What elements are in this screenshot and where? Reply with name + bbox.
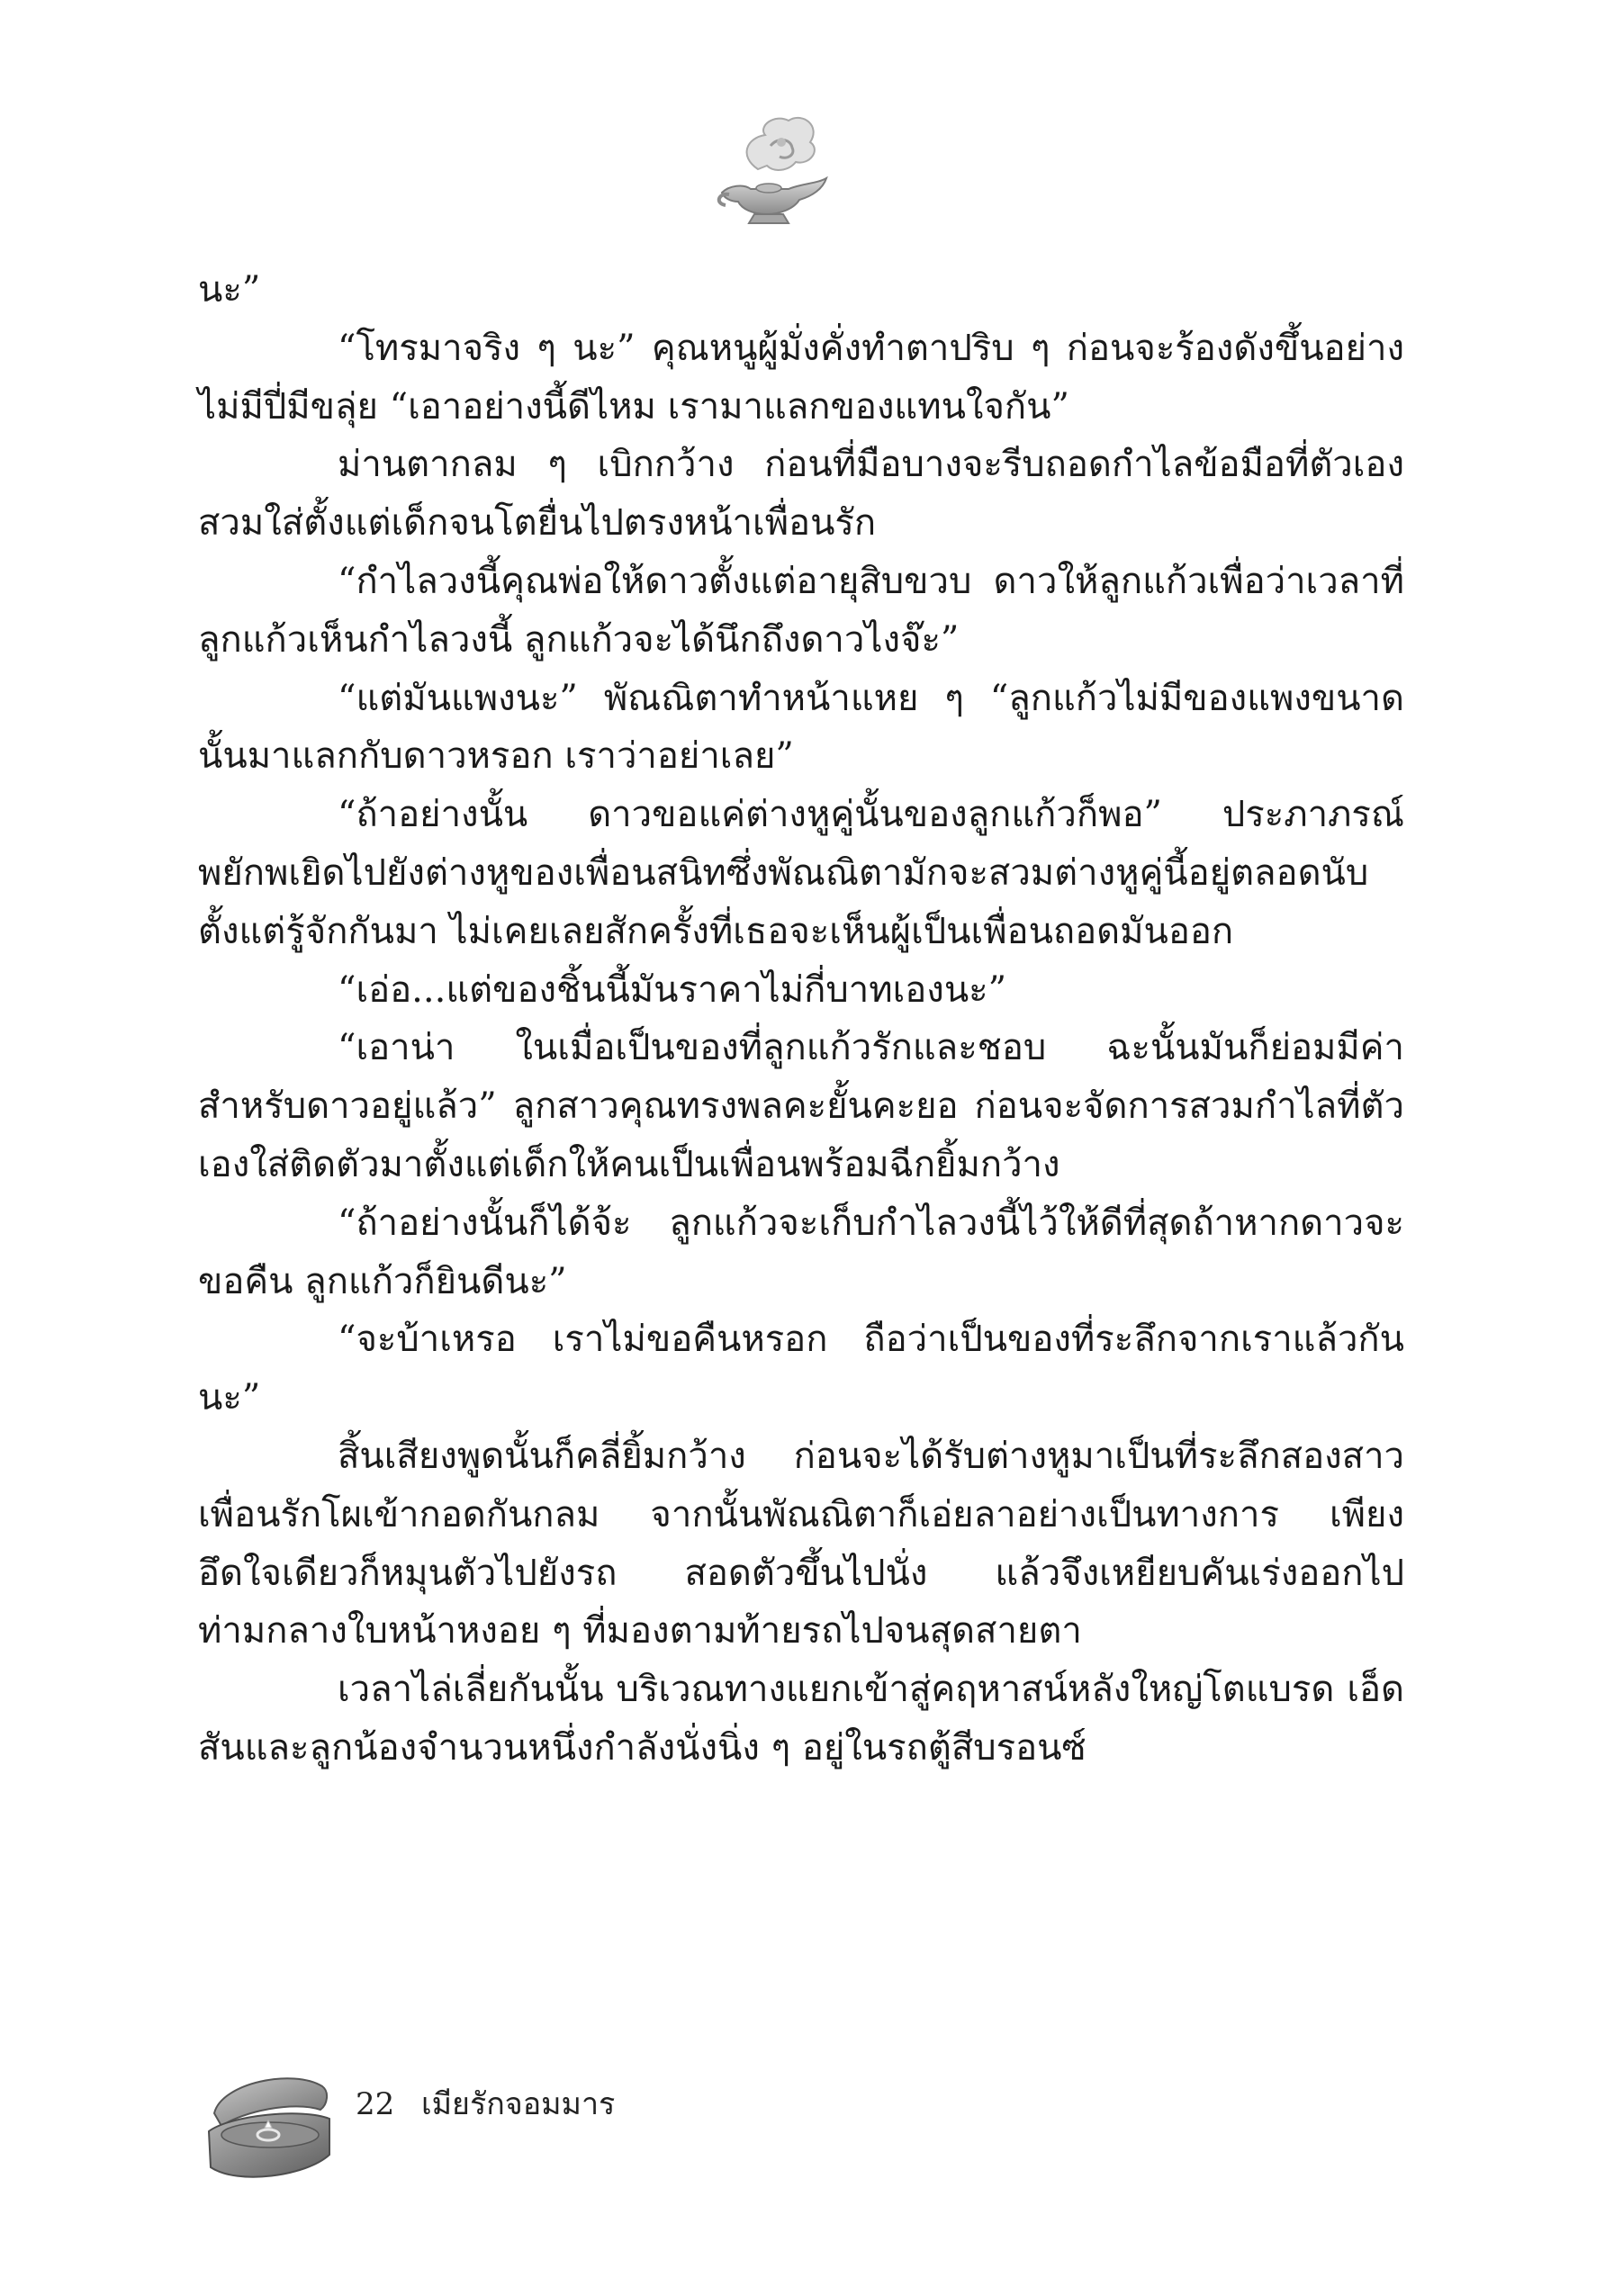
- paragraph: “โทรมาจริง ๆ นะ” คุณหนูผู้มั่งคั่งทำตาปริบ ๆ ก่อนจะร้องดังขึ้นอย่างไม่มีปี่มีขลุ่ย “เอาอย่างนี้ดีไหม เรามาแลกของแทนใจกัน”: [198, 327, 1404, 428]
- page-number: 22: [356, 2086, 395, 2122]
- paragraph: “กำไลวงนี้คุณพ่อให้ดาวตั้งแต่อายุสิบขวบ ดาวให้ลูกแก้วเพื่อว่าเวลาที่ลูกแก้วเห็นกำไลวงนี้ ลูกแก้วจะได้นึกถึงดาวไงจ๊ะ”: [198, 560, 1404, 661]
- paragraph: “ถ้าอย่างนั้นก็ได้จ้ะ ลูกแก้วจะเก็บกำไลวงนี้ไว้ให้ดีที่สุดถ้าหากดาวจะขอคืน ลูกแก้วก็ยินดีนะ”: [198, 1202, 1404, 1302]
- paragraph: “แต่มันแพงนะ” พัณณิตาทำหน้าแหย ๆ “ลูกแก้วไม่มีของแพงขนาดนั้นมาแลกกับดาวหรอก เราว่าอย่าเลย”: [198, 677, 1404, 778]
- body-text: [198, 261, 1404, 1778]
- paragraph: ม่านตากลม ๆ เบิกกว้าง ก่อนที่มือบางจะรีบถอดกำไลข้อมือที่ตัวเองสวมใส่ตั้งแต่เด็กจนโตยื่นไปตรงหน้าเพื่อนรัก: [198, 444, 1404, 545]
- book-title: เมียรักจอมมาร: [421, 2086, 616, 2122]
- paragraph: นะ”: [198, 269, 261, 311]
- genie-lamp-icon: [702, 106, 837, 241]
- paragraph: “จะบ้าเหรอ เราไม่ขอคืนหรอก ถือว่าเป็นของที่ระลึกจากเราแล้วกันนะ”: [198, 1319, 1404, 1419]
- paragraph: “ถ้าอย่างนั้น ดาวขอแค่ต่างหูคู่นั้นของลูกแก้วก็พอ” ประภาภรณ์พยักพเยิดไปยังต่างหูของเพื่อนสนิทซึ่งพัณณิตามักจะสวมต่างหูคู่นี้อยู่ตลอดนับตั้งแต่รู้จักกันมา ไม่เคยเลยสักครั้งที่เธอจะเห็นผู้เป็นเพื่อนถอดมันออก: [198, 794, 1404, 952]
- ring-box-icon: [194, 2061, 347, 2196]
- paragraph: สิ้นเสียงพูดนั้นก็คลี่ยิ้มกว้าง ก่อนจะได้รับต่างหูมาเป็นที่ระลึกสองสาวเพื่อนรักโผเข้ากอดกันกลม จากนั้นพัณณิตาก็เอ่ยลาอย่างเป็นทางการ เพียงอึดใจเดียวก็หมุนตัวไปยังรถ สอดตัวขึ้นไปนั่ง แล้วจึงเหยียบคันเร่งออกไป ท่ามกลางใบหน้าหงอย ๆ ที่มองตามท้ายรถไปจนสุดสายตา: [198, 1435, 1404, 1652]
- paragraph: “เอ่อ...แต่ของชิ้นนี้มันราคาไม่กี่บาทเองนะ”: [338, 968, 1007, 1011]
- paragraph: เวลาไล่เลี่ยกันนั้น บริเวณทางแยกเข้าสู่คฤหาสน์หลังใหญ่โตแบรด เอ็ดสันและลูกน้องจำนวนหนึ่งกำลังนั่งนิ่ง ๆ อยู่ในรถตู้สีบรอนซ์: [198, 1669, 1404, 1769]
- paragraph: “เอาน่า ในเมื่อเป็นของที่ลูกแก้วรักและชอบ ฉะนั้นมันก็ย่อมมีค่าสำหรับดาวอยู่แล้ว” ลูกสาวคุณทรงพลคะยั้นคะยอ ก่อนจะจัดการสวมกำไลที่ตัวเองใส่ติดตัวมาตั้งแต่เด็กให้คนเป็นเพื่อนพร้อมฉีกยิ้มกว้าง: [198, 1027, 1404, 1185]
